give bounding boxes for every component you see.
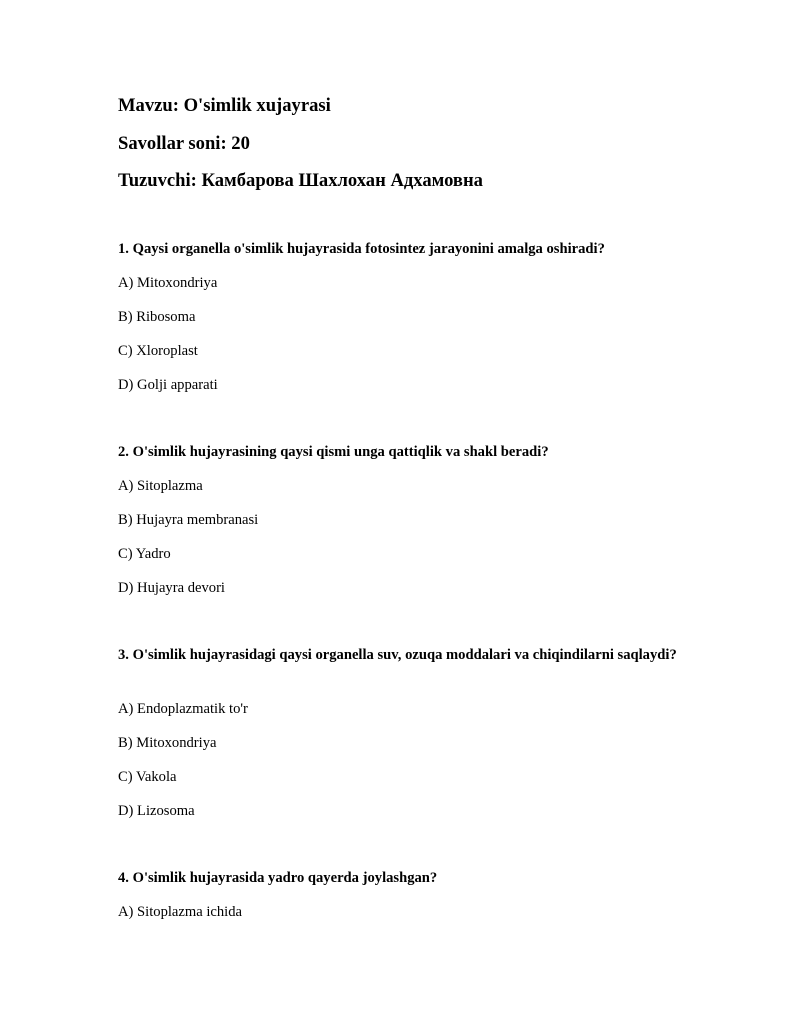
question-2-option-a: A) Sitoplazma <box>118 478 203 494</box>
question-2-option-c: C) Yadro <box>118 546 171 562</box>
author-line: Tuzuvchi: Камбарова Шахлохан Адхамовна <box>118 170 483 191</box>
question-1-option-c: C) Xloroplast <box>118 343 198 359</box>
question-3-option-d: D) Lizosoma <box>118 803 195 819</box>
question-4: 4. O'simlik hujayrasida yadro qayerda joylashgan? <box>118 870 438 886</box>
question-1: 1. Qaysi organella o'simlik hujayrasida fotosintez jarayonini amalga oshiradi? <box>118 241 605 257</box>
question-1-option-a: A) Mitoxondriya <box>118 275 218 291</box>
question-3-option-a: A) Endoplazmatik to'r <box>118 701 248 717</box>
question-2-option-b: B) Hujayra membranasi <box>118 512 259 528</box>
question-count-line: Savollar soni: 20 <box>118 133 250 154</box>
topic-line: Mavzu: O'simlik xujayrasi <box>118 95 331 116</box>
question-1-option-d: D) Golji apparati <box>118 377 218 393</box>
question-2: 2. O'simlik hujayrasining qaysi qismi unga qattiqlik va shakl beradi? <box>118 444 549 460</box>
question-3: 3. O'simlik hujayrasidagi qaysi organella suv, ozuqa moddalari va chiqindilarni saqlaydi? <box>118 647 677 663</box>
question-2-option-d: D) Hujayra devori <box>118 580 225 596</box>
document-page <box>118 0 688 1035</box>
question-1-option-b: B) Ribosoma <box>118 309 196 325</box>
question-3-option-b: B) Mitoxondriya <box>118 735 217 751</box>
question-4-option-a: A) Sitoplazma ichida <box>118 904 243 920</box>
question-3-option-c: C) Vakola <box>118 769 177 785</box>
